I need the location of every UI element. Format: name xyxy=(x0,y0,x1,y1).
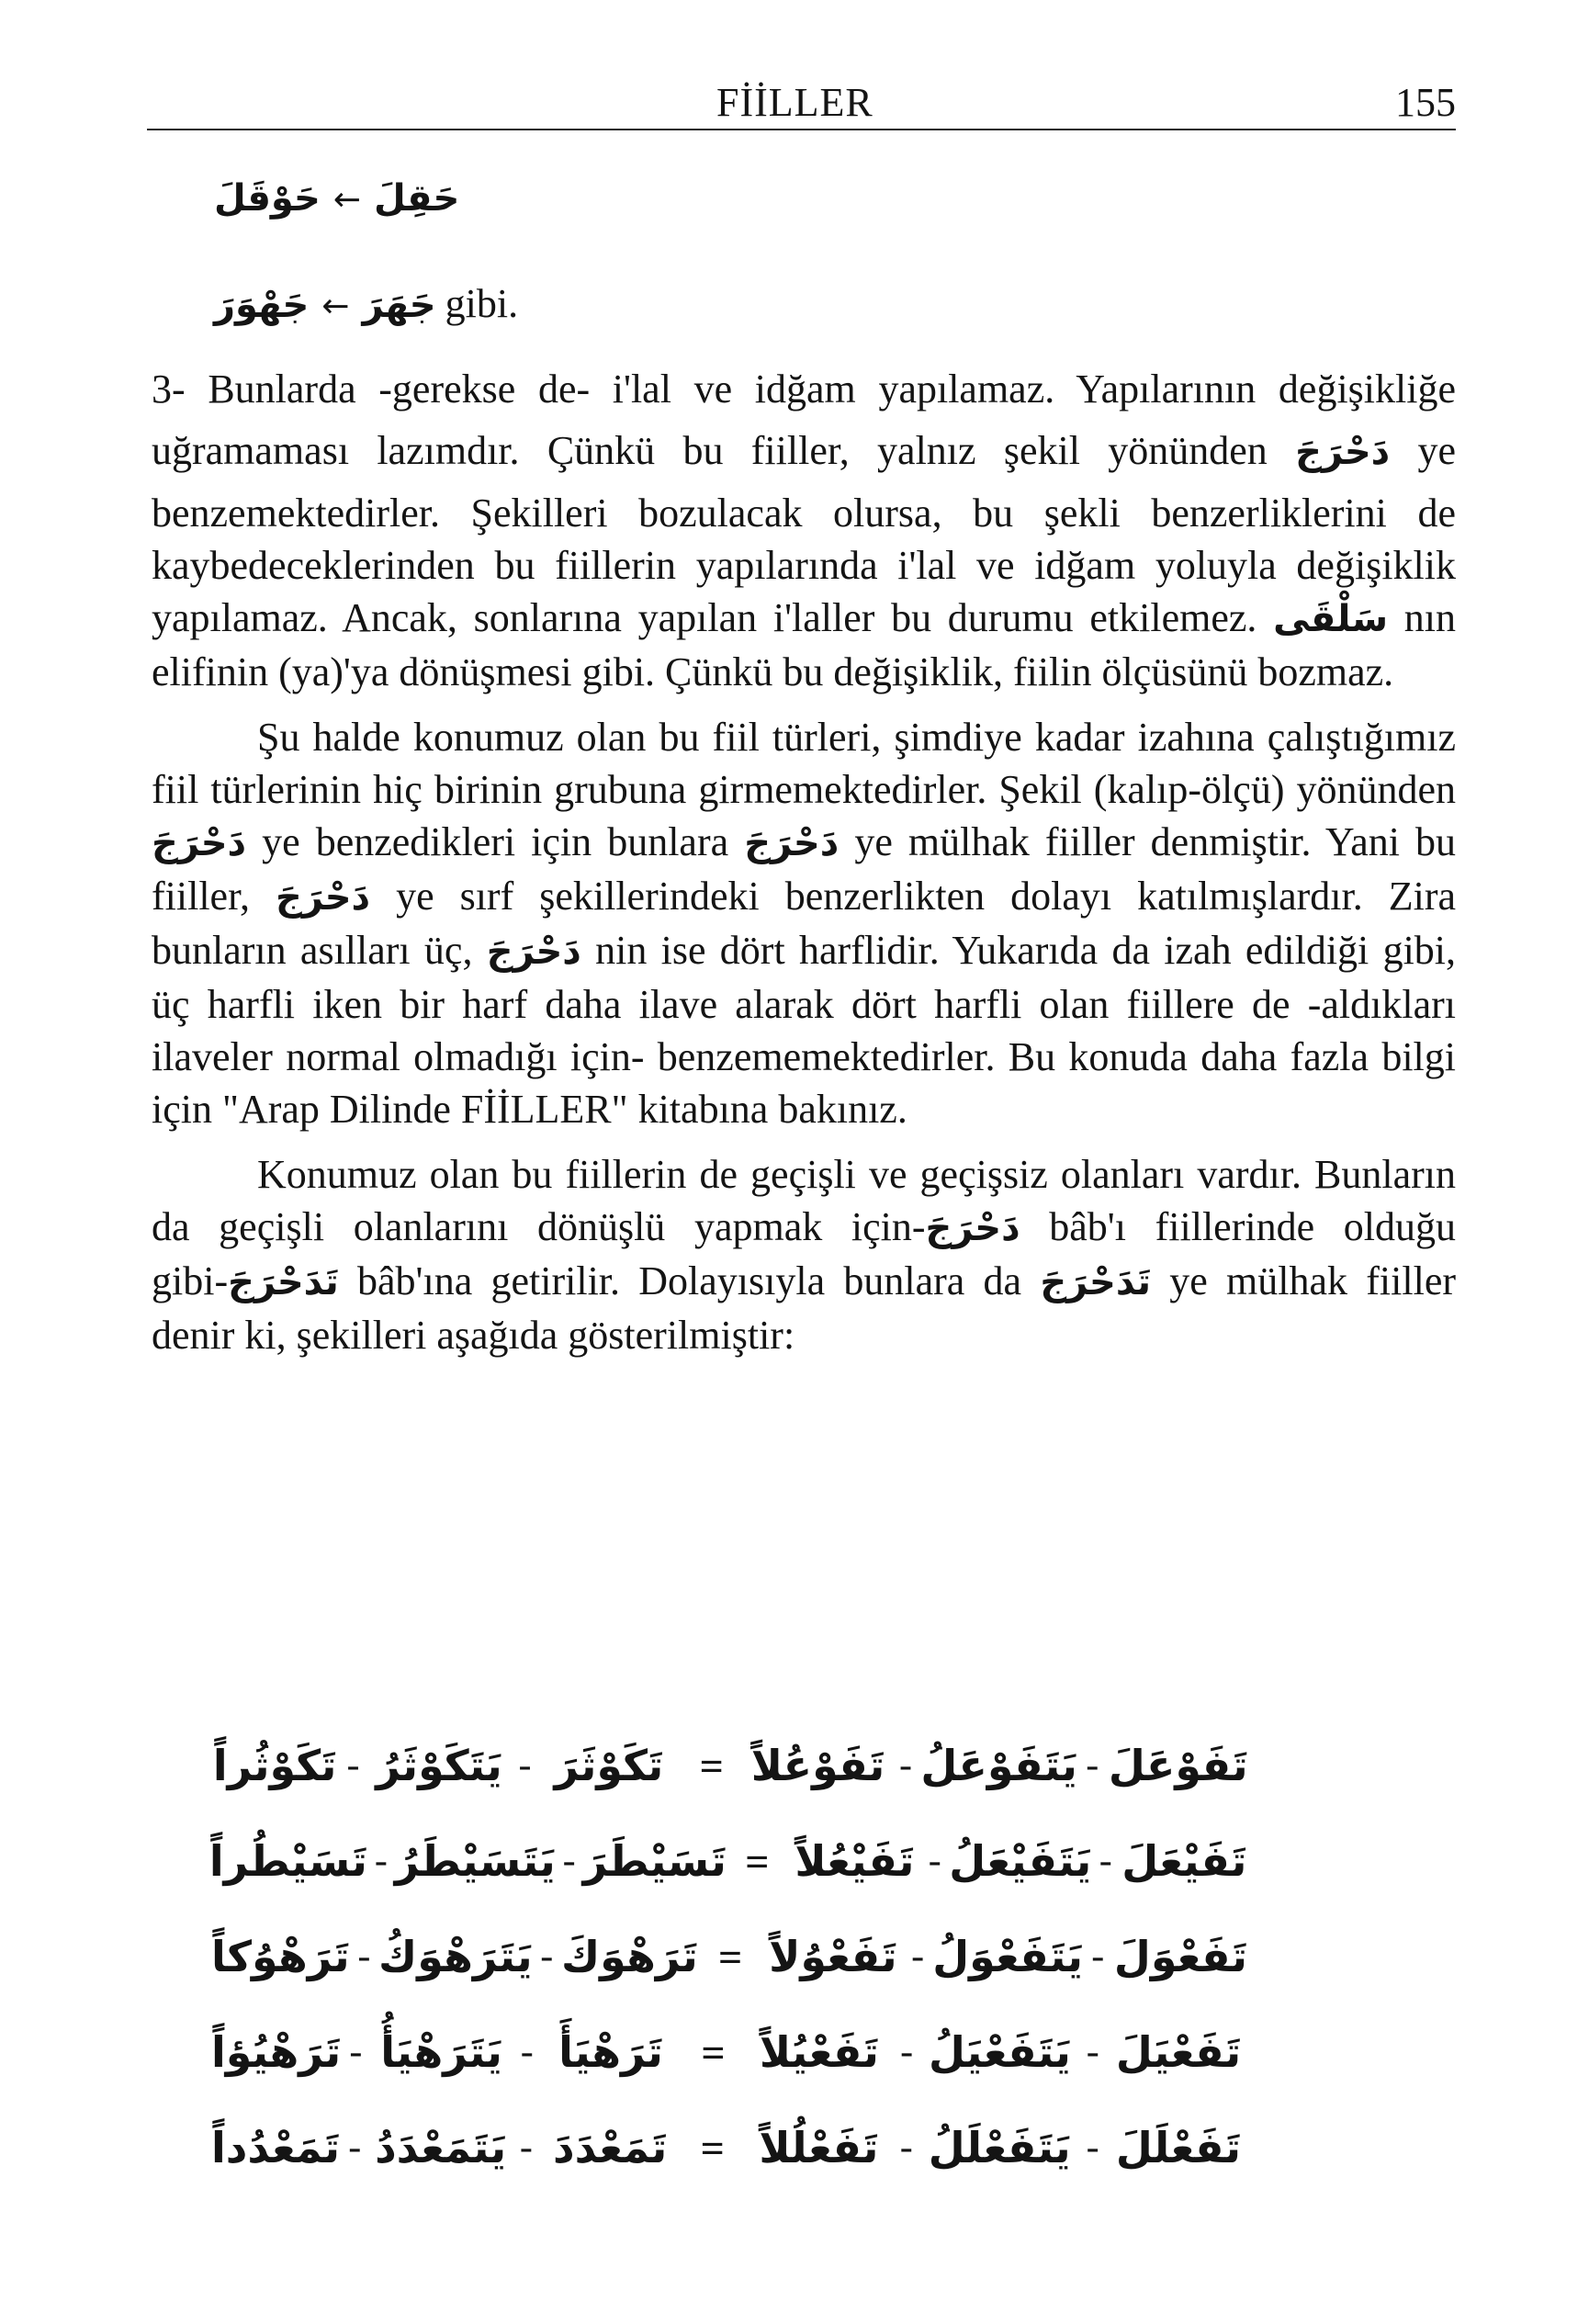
paradigm-row xyxy=(211,1909,1249,2004)
paragraph-text: yönünden xyxy=(1108,428,1268,473)
example-line-1 xyxy=(214,176,459,220)
body-text xyxy=(152,363,1456,1374)
paragraph-1 xyxy=(152,363,1456,698)
page-header xyxy=(147,72,1456,130)
arabic-word: سَلْقَى xyxy=(1273,598,1389,640)
pattern-present: يَتَفَعْوَلُ xyxy=(932,1932,1084,1981)
example-masdar: تَمَعْدُداً xyxy=(211,2123,341,2172)
example-present: يَتَكَوْثَرُ xyxy=(376,1741,502,1790)
pattern-masdar: تَفَيْعُلاً xyxy=(794,1836,915,1886)
example-result: حَوْقَلَ xyxy=(214,177,321,220)
example-root: حَقِلَ xyxy=(373,177,460,220)
pattern-past: تَفَوْعَلَ xyxy=(1108,1741,1248,1790)
arabic-word: تَدَحْرَجَ xyxy=(1040,1261,1152,1303)
pattern-masdar: تَفَعْلُلاً xyxy=(759,2123,879,2172)
paragraph-text: 3- Bunlarda -gerekse de- i'lal ve idğam yapılamaz. Yapılarının değişikliğe uğramaması lazımdır. Çünkü bu fiiller, yalnız şekil xyxy=(152,367,1456,473)
example-present: يَتَرَهْوَكُ xyxy=(378,1932,533,1981)
paragraph-text: ye mülhak fiiller denir ki, şekilleri aşağıda gösterilmiştir: xyxy=(152,1258,1457,1358)
dash-separator: - xyxy=(519,2127,533,2169)
dash-separator: - xyxy=(346,1744,360,1787)
paragraph-2 xyxy=(152,711,1456,1135)
paradigm-row xyxy=(211,2100,1249,2195)
paradigm-row xyxy=(211,1718,1249,1813)
paragraph-3 xyxy=(152,1148,1456,1361)
dash-separator: - xyxy=(540,1935,554,1978)
equals-sign: = xyxy=(717,1933,743,1980)
example-past: تَسَيْطَرَ xyxy=(582,1836,727,1886)
example-masdar: تَرَهْيُؤاً xyxy=(211,2027,342,2077)
running-title: FİİLLER xyxy=(716,80,873,125)
example-masdar: تَسَيْطُراً xyxy=(208,1836,367,1886)
example-present: يَتَرَهْيَأُ xyxy=(380,2027,502,2077)
paragraph-text: ye sırf şekillerindeki benzerlikten dolayı katılmışlardır. Zira bunların asılları üç, xyxy=(152,874,1457,973)
example-present: يَتَمَعْدَدُ xyxy=(375,2123,507,2172)
pattern-masdar: تَفَعْيُلاً xyxy=(759,2027,879,2077)
pattern-present: يَتَفَعْيَلُ xyxy=(928,2027,1071,2077)
example-past: تَكَوْثَرَ xyxy=(554,1741,664,1790)
paragraph-text: nın elifinin (ya)'ya dönüşmesi gibi. Çünkü bu değişiklik, fiilin ölçüsünü bozmaz. xyxy=(152,595,1457,694)
paragraph-text: nin ise dört harflidir. Yukarıda da izah edildiği gibi, üç harfli iken bir harf daha ilave alarak dört harfli olan fiillere de -aldıkları ilaveler normal olmadığı için- benzememektedirler. Bu konuda daha fazla bilgi için "Arap Dilinde FİİLLER" kitabına bakınız. xyxy=(152,928,1457,1132)
dash-separator: - xyxy=(1086,2127,1099,2169)
dash-separator: - xyxy=(899,1744,913,1787)
paragraph-text: ye mülhak fiiller denmiştir. Yani bu fiiller, xyxy=(152,819,1457,919)
example-past: تَمَعْدَدَ xyxy=(553,2123,668,2172)
example-past: تَرَهْيَأَ xyxy=(558,2027,663,2077)
page-number: 155 xyxy=(1395,80,1456,125)
equals-sign: = xyxy=(745,1837,770,1885)
pattern-past: تَفَعْوَلَ xyxy=(1113,1932,1248,1981)
arabic-word: دَحْرَجَ xyxy=(744,822,840,864)
paragraph-text: bâb'ı fiillerinde olduğu gibi- xyxy=(152,1204,1456,1303)
paragraph-text: ye benzemektedirler. Şekilleri bozulacak olursa, bu şekli benzerliklerini de kaybedeceklerinden bu fiillerin yapılarında i'lal ve idğam yoluyla değişiklik yapılamaz. Ancak, sonlarına yapılan xyxy=(152,428,1457,640)
dash-separator: - xyxy=(374,1840,388,1882)
dash-separator: - xyxy=(900,2031,914,2073)
pattern-masdar: تَفَعْوُلاً xyxy=(769,1932,897,1981)
left-arrow-icon: ← xyxy=(332,181,361,219)
dash-separator: - xyxy=(520,2031,534,2073)
pattern-present: يَتَفَوْعَلُ xyxy=(920,1741,1077,1790)
pattern-present: يَتَفَيْعَلُ xyxy=(949,1836,1092,1886)
pattern-present: يَتَفَعْلَلُ xyxy=(928,2123,1071,2172)
arabic-word: دَحْرَجَ xyxy=(486,931,581,973)
paragraph-text: Konumuz olan bu fiillerin de geçişli ve geçişsiz olanları vardır. Bunların da geçişli olanlarını dönüşlü yapmak için- xyxy=(152,1152,1456,1249)
arabic-word: تَدَحْرَجَ xyxy=(228,1261,339,1303)
left-arrow-icon: ← xyxy=(321,288,350,325)
arabic-word: دَحْرَجَ xyxy=(152,822,247,864)
example-masdar: تَكَوْثُراً xyxy=(212,1741,337,1790)
dash-separator: - xyxy=(518,1744,532,1787)
dash-separator: - xyxy=(899,2127,913,2169)
arabic-word: دَحْرَجَ xyxy=(925,1207,1020,1249)
paragraph-text: bâb'ına getirilir. Dolayısıyla bunlara da xyxy=(357,1258,1022,1303)
example-present: يَتَسَيْطَرُ xyxy=(394,1836,556,1886)
paradigm-row xyxy=(211,2004,1249,2100)
dash-separator: - xyxy=(357,1935,371,1978)
example-suffix: gibi. xyxy=(445,281,519,326)
equals-sign: = xyxy=(699,1742,724,1789)
pattern-past: تَفَيْعَلَ xyxy=(1121,1836,1247,1886)
equals-sign: = xyxy=(700,2124,725,2172)
dash-separator: - xyxy=(1086,2031,1099,2073)
paradigm-row xyxy=(208,1813,1249,1909)
example-line-2 xyxy=(214,280,518,327)
equals-sign: = xyxy=(701,2028,726,2076)
pattern-masdar: تَفَوْعُلاً xyxy=(750,1741,885,1790)
arabic-word: دَحْرَجَ xyxy=(1295,431,1391,473)
pattern-past: تَفَعْلَلَ xyxy=(1115,2123,1241,2172)
paradigm-table xyxy=(208,1718,1249,2195)
dash-separator: - xyxy=(562,1840,576,1882)
dash-separator: - xyxy=(1091,1935,1105,1978)
example-past: تَرَهْوَكَ xyxy=(560,1932,698,1981)
example-masdar: تَرَهْوُكاً xyxy=(210,1932,350,1981)
paragraph-text: ye benzedikleri için bunlara xyxy=(262,819,729,864)
paragraph-text: i'laller bu durumu etkilemez. xyxy=(772,595,1257,640)
dash-separator: - xyxy=(348,2127,362,2169)
paragraph-text: Şu halde konumuz olan bu fiil türleri, şimdiye kadar izahına çalıştığımız fiil türlerinin hiç birinin grubuna girmemektedirler. Şekil (kalıp-ölçü) yönünden xyxy=(152,715,1456,812)
example-result: جَهْوَرَ xyxy=(214,284,310,326)
example-root: جَهَرَ xyxy=(362,284,436,326)
dash-separator: - xyxy=(1099,1840,1112,1882)
dash-separator: - xyxy=(911,1935,925,1978)
pattern-past: تَفَعْيَلَ xyxy=(1115,2027,1242,2077)
dash-separator: - xyxy=(349,2031,363,2073)
dash-separator: - xyxy=(928,1840,941,1882)
arabic-word: دَحْرَجَ xyxy=(275,876,371,919)
dash-separator: - xyxy=(1086,1744,1099,1787)
